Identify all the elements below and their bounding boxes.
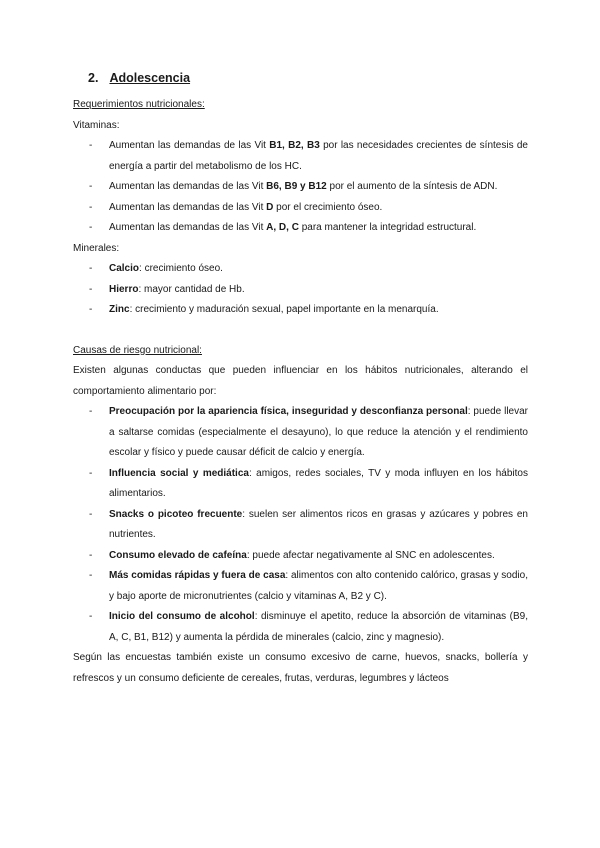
list-item: - Inicio del consumo de alcohol: disminuye el apetito, reduce la absorción de vitaminas (B9, A, C, B1, B12) y aumenta la pérdida de minerales (calcio, zinc y magnesio). — [89, 611, 528, 643]
list-item: - Aumentan las demandas de las Vit B6, B9 y B12 por el aumento de la síntesis de ADN. — [89, 181, 498, 192]
closing-paragraph: Según las encuestas también existe un consumo excesivo de carne, huevos, snacks, bollería y refrescos y un consumo deficiente de cereales, frutas, verduras, legumbres y lácteos — [73, 652, 528, 684]
vitamins-label: Vitaminas: — [73, 119, 120, 131]
minerals-list — [73, 259, 528, 321]
risk-list — [73, 402, 528, 648]
document-body — [73, 95, 528, 689]
list-item: - Snacks o picoteo frecuente: suelen ser alimentos ricos en grasas y azúcares y pobres en nutrientes. — [89, 508, 528, 540]
section-heading — [88, 71, 190, 85]
risk-intro: Existen algunas conductas que pueden influenciar en los hábitos nutricionales, alterando el comportamiento alimentario por: — [73, 365, 528, 397]
list-item: - Más comidas rápidas y fuera de casa: alimentos con alto contenido calórico, grasas y sodio, y bajo aporte de micronutrientes (calcio y vitaminas A, B2 y C). — [89, 570, 528, 602]
list-item: - Aumentan las demandas de las Vit A, D, C para mantener la integridad estructural. — [89, 222, 477, 233]
risk-heading: Causas de riesgo nutricional: — [73, 344, 202, 356]
vitamins-list — [73, 136, 528, 239]
requirements-heading: Requerimientos nutricionales: — [73, 99, 205, 110]
list-item: - Influencia social y mediática: amigos, redes sociales, TV y moda influyen en los hábitos alimentarios. — [89, 467, 528, 499]
list-item: - Hierro: mayor cantidad de Hb. — [89, 283, 245, 295]
section-title: Adolescencia — [109, 71, 191, 85]
list-item: - Preocupación por la apariencia física, inseguridad y desconfianza personal: puede llevar a saltarse comidas (especialmente el desayuno), lo que reduce la atención y el rendimiento escolar y físico y puede causar déficit de calcio y energía. — [89, 406, 529, 458]
list-item: - Calcio: crecimiento óseo. — [89, 263, 223, 274]
minerals-label: Minerales: — [73, 242, 120, 254]
list-item: - Aumentan las demandas de las Vit D por el crecimiento óseo. — [89, 201, 383, 213]
list-item: - Aumentan las demandas de las Vit B1, B2, B3 por las necesidades crecientes de síntesis de energía a partir del metabolismo de los HC. — [89, 140, 528, 172]
list-item: - Consumo elevado de cafeína: puede afectar negativamente al SNC en adolescentes. — [89, 549, 495, 561]
list-item: - Zinc: crecimiento y maduración sexual, papel importante en la menarquía. — [89, 304, 439, 315]
section-number: 2. — [88, 71, 99, 85]
